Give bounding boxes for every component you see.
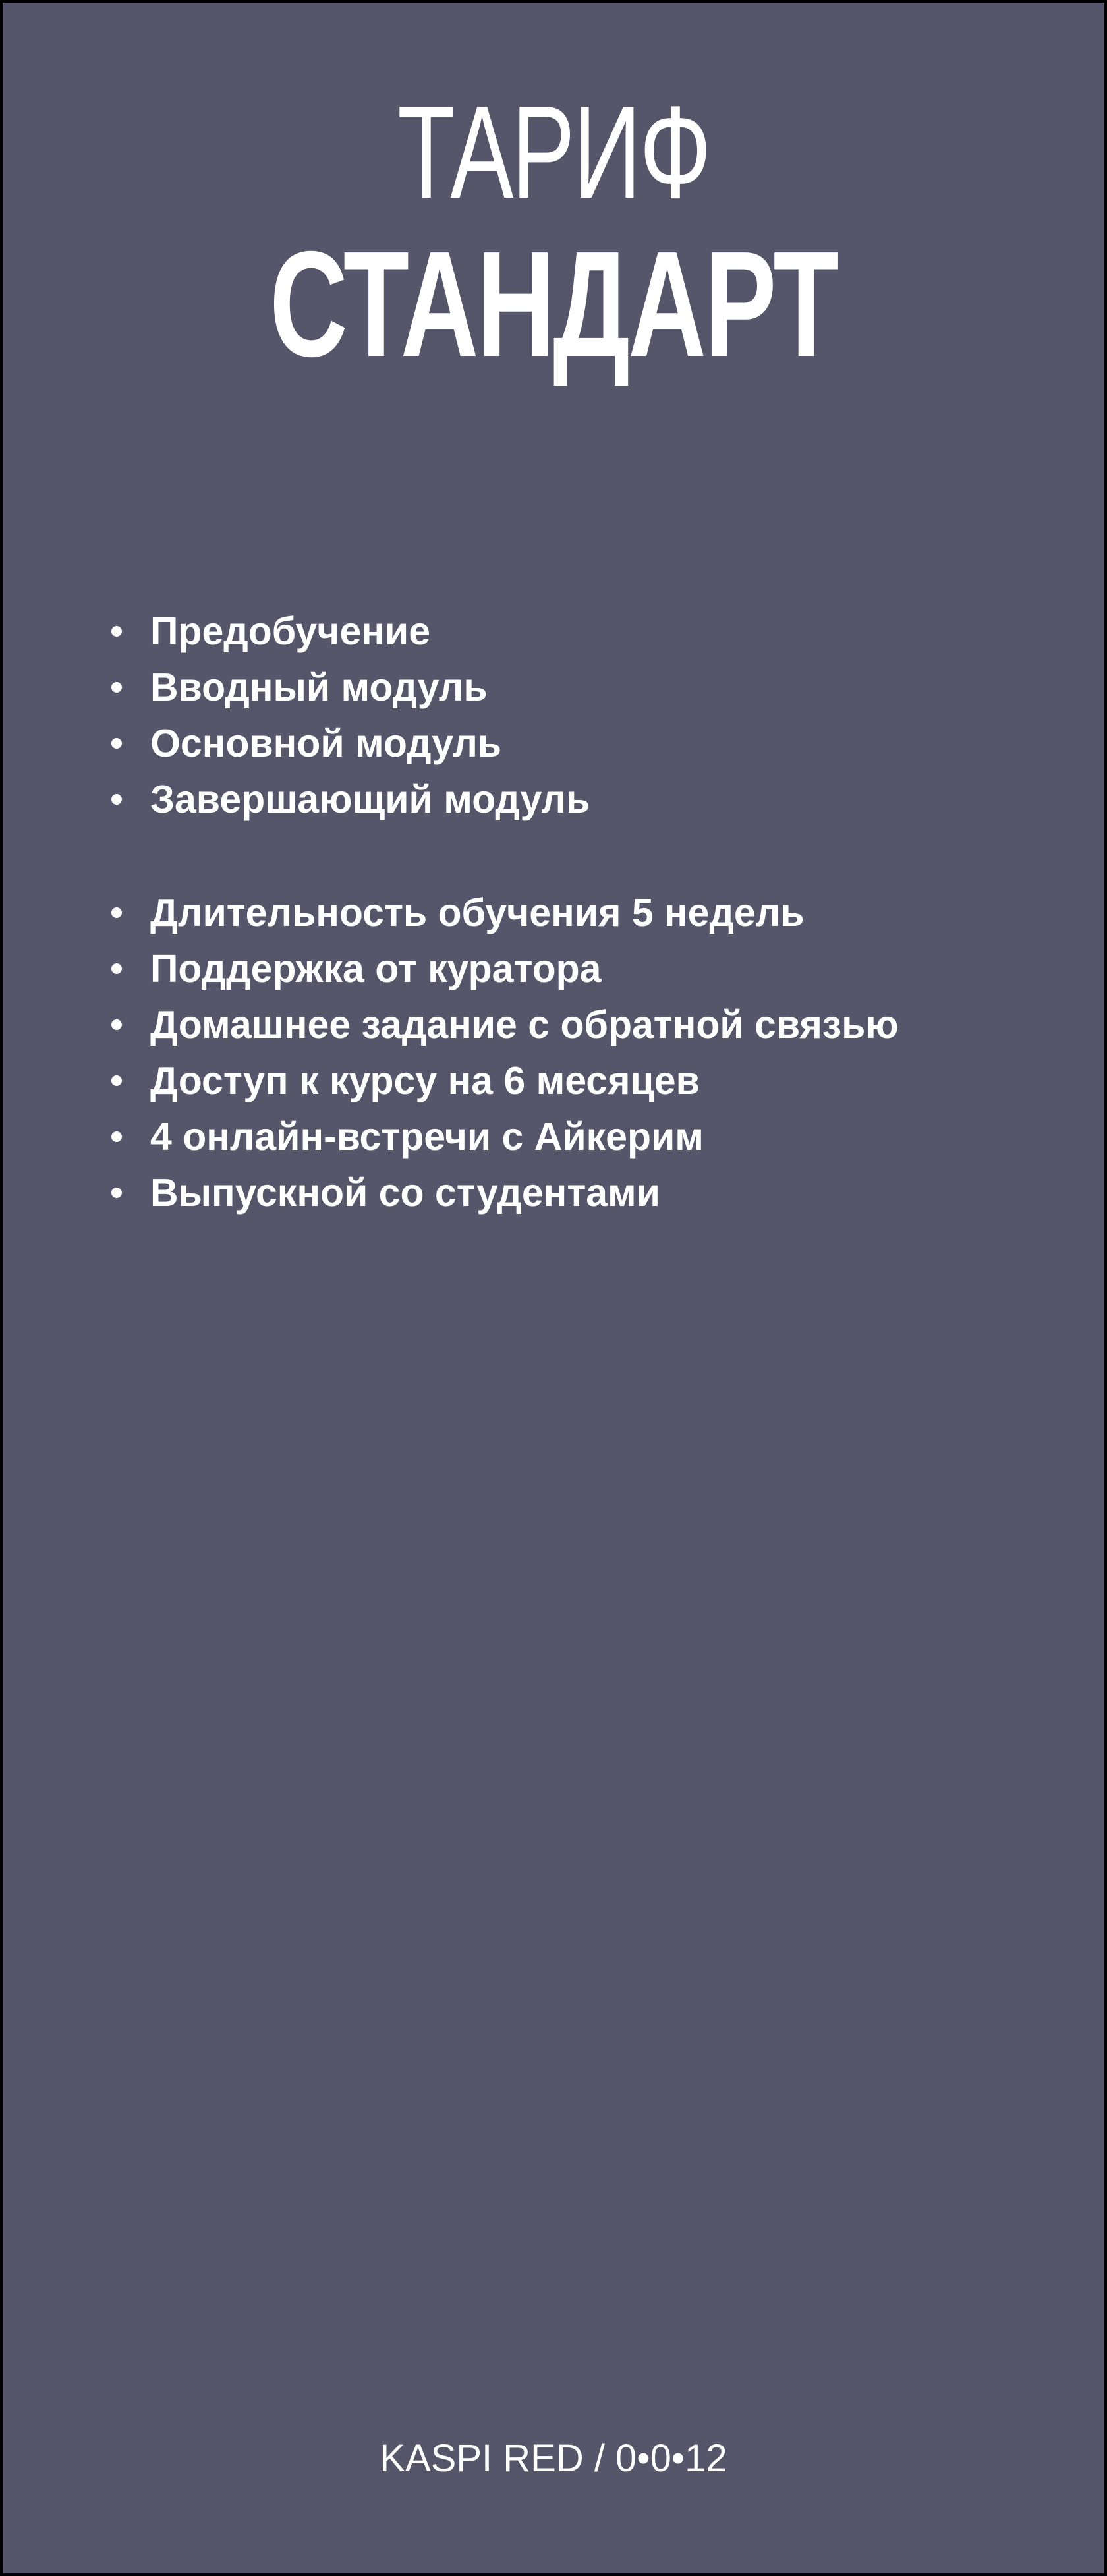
bullet-dot-icon: [111, 1131, 122, 1142]
list-item-label: Поддержка от куратора: [150, 947, 602, 990]
tariff-name: СТАНДАРТ: [270, 221, 837, 388]
list-item-label: 4 онлайн-встречи с Айкерим: [150, 1115, 704, 1159]
bullet-dot-icon: [111, 1075, 122, 1086]
list-item-label: Основной модуль: [150, 722, 502, 765]
list-item-label: Доступ к курсу на 6 месяцев: [150, 1059, 700, 1102]
bullet-dot-icon: [111, 794, 122, 805]
list-item-label: Длительность обучения 5 недель: [150, 891, 805, 934]
tariff-label: ТАРИФ: [397, 79, 710, 226]
list-item-label: Предобучение: [150, 610, 431, 653]
bullet-dot-icon: [111, 626, 122, 637]
list-item-label: Вводный модуль: [150, 666, 488, 709]
list-item-label: Завершающий модуль: [150, 778, 590, 821]
bullet-dot-icon: [111, 738, 122, 749]
bullet-dot-icon: [111, 1188, 122, 1198]
list-item: [3, 997, 1104, 1053]
bullet-dot-icon: [111, 1019, 122, 1030]
list-item: [3, 1109, 1104, 1165]
list-item-label: Домашнее задание с обратной связью: [150, 1003, 899, 1046]
module-list: [3, 604, 1104, 828]
bullet-dot-icon: [111, 682, 122, 693]
list-item: [3, 1165, 1104, 1221]
list-item: [3, 1053, 1104, 1109]
list-item: [3, 660, 1104, 716]
list-item: [3, 604, 1104, 660]
list-item: [3, 941, 1104, 997]
payment-info: KASPI RED / 0•0•12: [380, 2437, 727, 2480]
list-item: [3, 885, 1104, 941]
bullet-dot-icon: [111, 907, 122, 918]
list-item-label: Выпускной со студентами: [150, 1171, 660, 1215]
list-item: [3, 772, 1104, 828]
bullet-dot-icon: [111, 963, 122, 974]
list-item: [3, 716, 1104, 772]
feature-list: [3, 885, 1104, 1221]
